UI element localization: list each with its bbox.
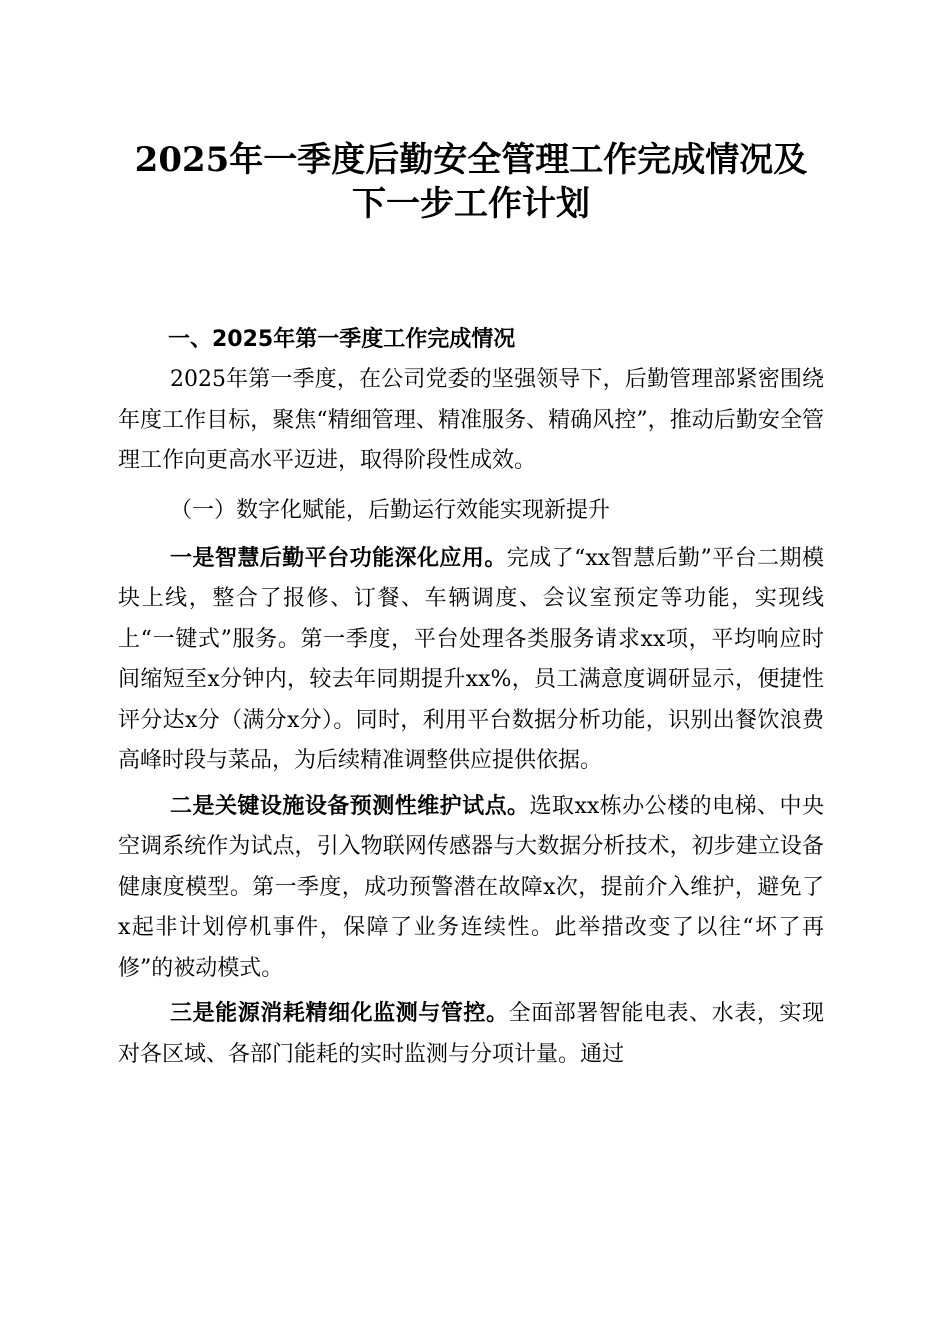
item-paragraph-3 <box>118 993 824 1075</box>
item-2-body: 选取xx栋办公楼的电梯、中央空调系统作为试点，引入物联网传感器与大数据分析技术，初步建立设备健康度模型。第一季度，成功预警潜在故障x次，提前介入维护，避免了x起非计划停机事件，保障了业务连续性。此举措改变了以往“坏了再修”的被动模式。 <box>118 793 824 981</box>
document-page <box>118 138 824 1075</box>
intro-paragraph: 2025年第一季度，在公司党委的坚强领导下，后勤管理部紧密围绕年度工作目标，聚焦“精细管理、精准服务、精确风控”，推动后勤安全管理工作向更高水平迈进，取得阶段性成效。 <box>118 367 824 473</box>
item-paragraph-1 <box>118 538 824 782</box>
item-1-body: 完成了“xx智慧后勤”平台二期模块上线，整合了报修、订餐、车辆调度、会议室预定等功能，实现线上“一键式”服务。第一季度，平台处理各类服务请求xx项，平均响应时间缩短至x分钟内，较去年同期提升xx%，员工满意度调研显示，便捷性评分达x分（满分x分）。同时，利用平台数据分析功能，识别出餐饮浪费高峰时段与菜品，为后续精准调整供应提供依据。 <box>118 545 824 773</box>
subsection-heading-1: （一）数字化赋能，后勤运行效能实现新提升 <box>170 497 611 523</box>
item-3-body: 全面部署智能电表、水表，实现对各区域、各部门能耗的实时监测与分项计量。通过 <box>118 1001 824 1067</box>
item-1-lead: 一是智慧后勤平台功能深化应用。 <box>170 544 507 571</box>
item-3-lead: 三是能源消耗精细化监测与管控。 <box>170 1000 509 1026</box>
section-heading-1: 一、2025年第一季度工作完成情况 <box>168 327 516 352</box>
item-paragraph-2 <box>118 786 824 990</box>
title-line-2: 下一步工作计划 <box>352 184 590 224</box>
title-line-1: 2025年一季度后勤安全管理工作完成情况及 <box>134 140 808 180</box>
item-2-lead: 二是关键设施设备预测性维护试点。 <box>170 792 530 819</box>
document-title <box>118 138 824 226</box>
